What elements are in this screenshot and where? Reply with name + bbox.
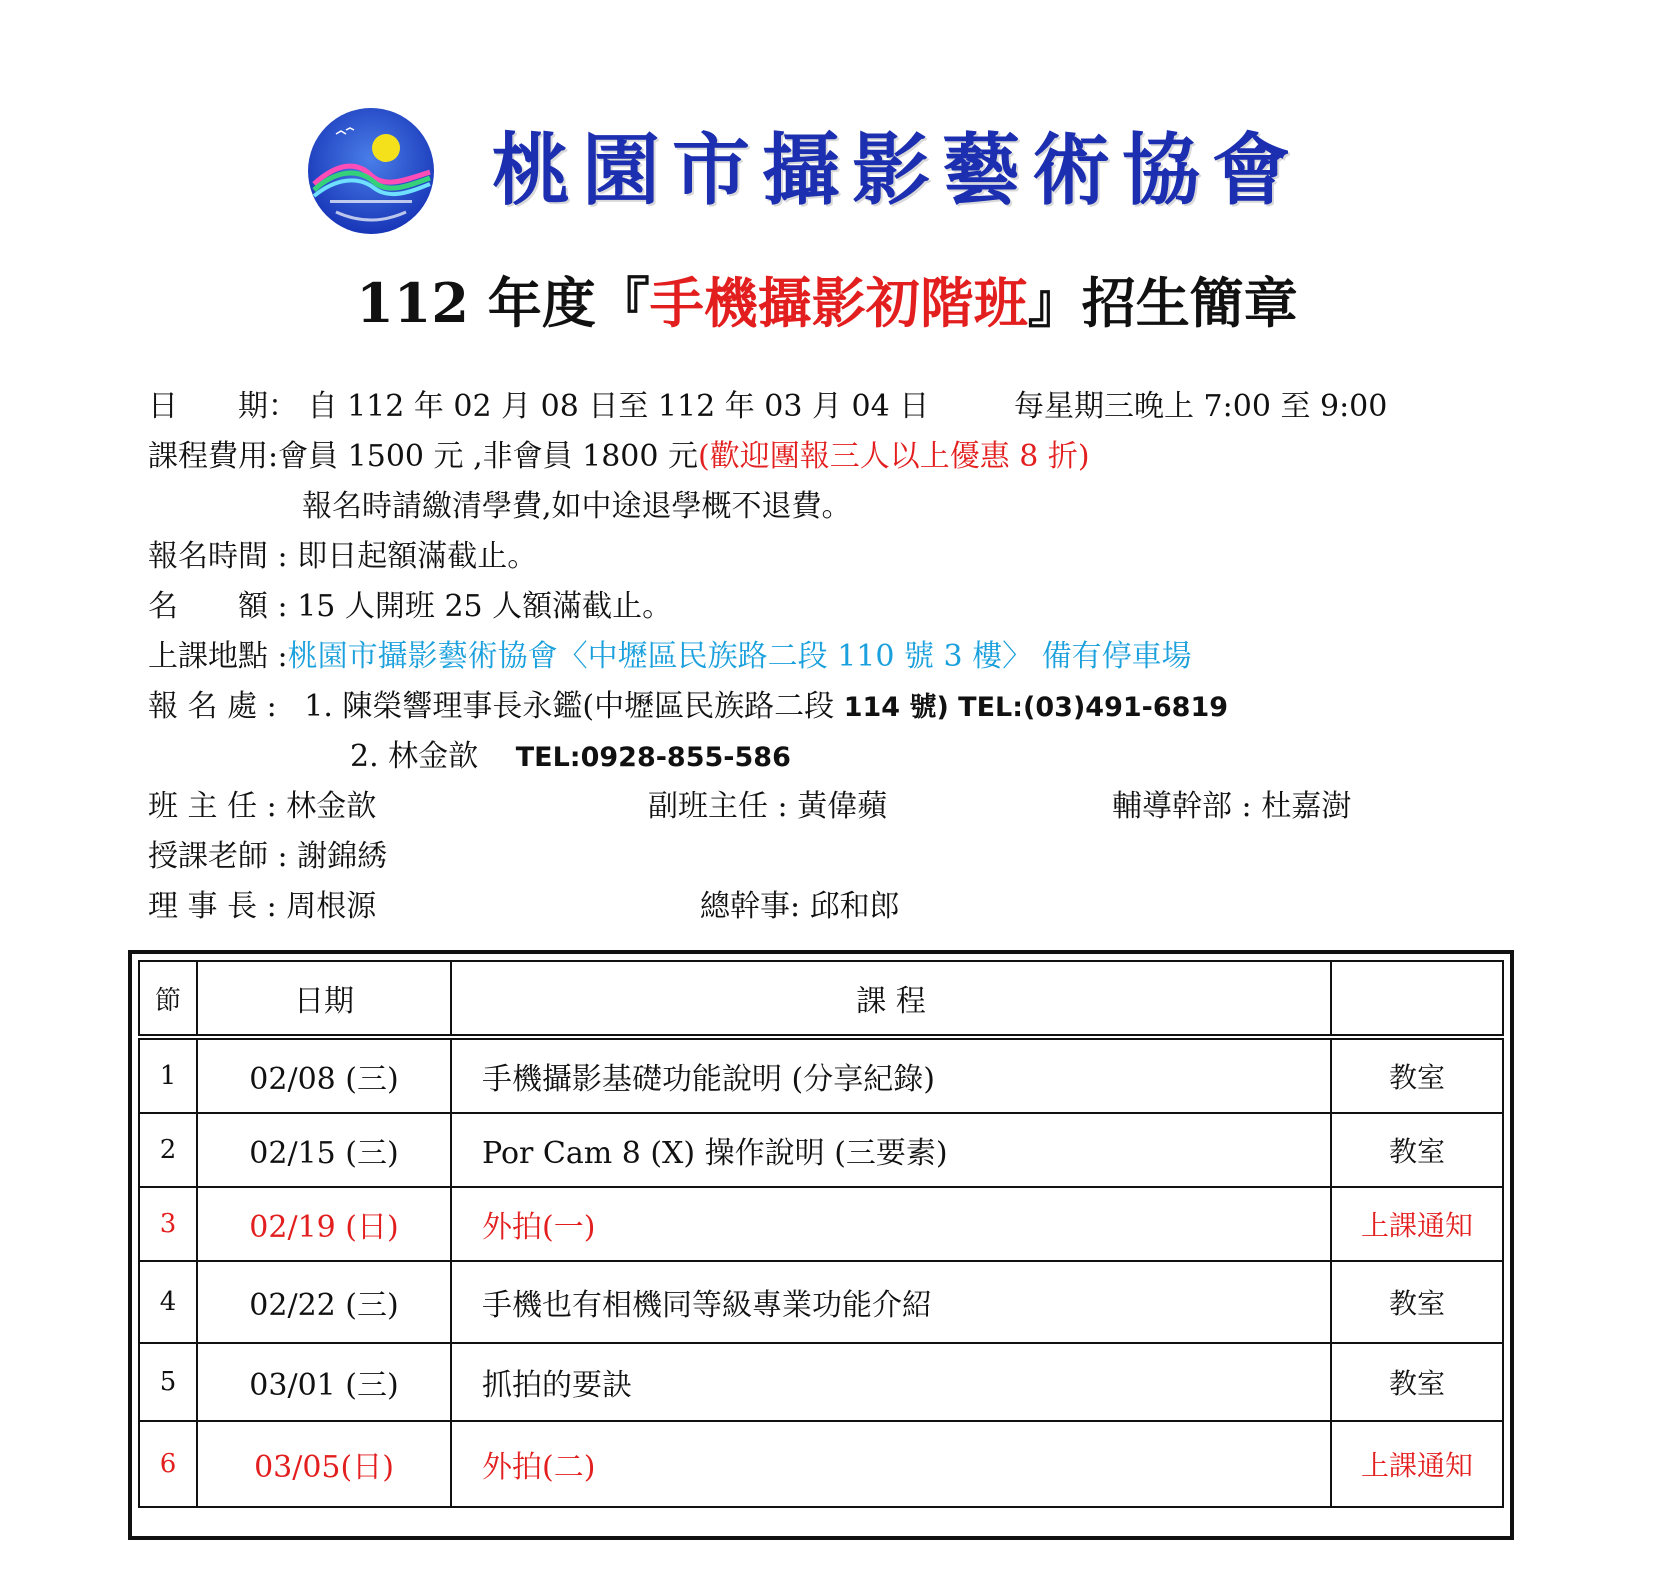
document-title <box>0 271 1654 335</box>
row-place: 上課通知 <box>1331 1187 1503 1261</box>
schedule-table <box>128 950 1514 1540</box>
table-row <box>139 1113 1503 1187</box>
header-place <box>1331 961 1503 1037</box>
row-no: 1 <box>139 1037 197 1113</box>
table-row <box>139 1261 1503 1343</box>
org-name: 桃園市攝影藝術協會 <box>492 126 1303 216</box>
quota-label: 名 額 : <box>148 589 288 624</box>
chair-line <box>148 889 377 924</box>
advisor-value: 杜嘉澍 <box>1261 789 1352 824</box>
row-place: 教室 <box>1331 1037 1503 1113</box>
venue-label: 上課地點 : <box>148 639 288 674</box>
row-course: 手機也有相機同等級專業功能介紹 <box>451 1261 1331 1343</box>
reg-time-line <box>148 539 538 574</box>
row-course: 抓拍的要訣 <box>451 1343 1331 1421</box>
row-place: 上課通知 <box>1331 1421 1503 1507</box>
time-value: 每星期三晚上 7:00 至 9:00 <box>1014 389 1388 424</box>
row-no: 3 <box>139 1187 197 1261</box>
row-date: 02/22 (三) <box>197 1261 451 1343</box>
office-label: 報 名 處 : <box>148 689 277 724</box>
advisor <box>1112 789 1352 824</box>
table-row <box>139 1343 1503 1421</box>
table-row <box>139 1037 1503 1113</box>
chair-value: 周根源 <box>286 889 377 924</box>
teacher-value: 謝錦綉 <box>297 839 388 874</box>
office-1: 1. 陳榮響理事長永鑑(中壢區民族路二段 <box>304 689 835 724</box>
office-2: 2. 林金歆 <box>350 739 479 774</box>
fee-label: 課程費用: <box>148 439 279 474</box>
director-line <box>148 789 377 824</box>
title-course: 手機攝影初階班 <box>649 272 1028 335</box>
fee-discount: (歡迎團報三人以上優惠 8 折) <box>698 439 1090 474</box>
row-no: 6 <box>139 1421 197 1507</box>
table-row <box>139 1421 1503 1507</box>
row-no: 4 <box>139 1261 197 1343</box>
row-date: 03/05(日) <box>197 1421 451 1507</box>
fee-note: 報名時請繳清學費,如中途退學概不退費。 <box>302 489 852 524</box>
vice-director <box>648 789 888 824</box>
director-label: 班 主 任 : <box>148 789 277 824</box>
row-date: 02/15 (三) <box>197 1113 451 1187</box>
secretary-value: 邱和郎 <box>809 889 900 924</box>
date-label: 日 期： <box>148 389 298 424</box>
chair-label: 理 事 長 : <box>148 889 277 924</box>
secretary-label: 總幹事: <box>700 889 801 924</box>
quota-line <box>148 589 673 624</box>
title-suffix: 』招生簡章 <box>1027 271 1298 335</box>
venue-value: 桃園市攝影藝術協會〈中壢區民族路二段 110 號 3 樓〉 備有停車場 <box>287 639 1192 674</box>
table-row <box>139 1187 1503 1261</box>
teacher-line <box>148 839 388 874</box>
vice-label: 副班主任 : <box>648 789 788 824</box>
table-header-row <box>139 961 1503 1037</box>
row-no: 2 <box>139 1113 197 1187</box>
office-1-addr: 114 號) TEL:(03)491-6819 <box>843 692 1229 723</box>
row-course: 外拍(一) <box>451 1187 1331 1261</box>
fee-value: 會員 1500 元 ,非會員 1800 元 <box>278 439 699 474</box>
title-prefix: 112 年度『 <box>356 271 650 335</box>
reg-time-value: 即日起額滿截止。 <box>297 539 538 574</box>
quota-value: 15 人開班 25 人額滿截止。 <box>297 589 673 624</box>
advisor-label: 輔導幹部 : <box>1112 789 1252 824</box>
secretary <box>700 889 900 924</box>
reg-time-label: 報名時間 : <box>148 539 288 574</box>
row-date: 02/19 (日) <box>197 1187 451 1261</box>
teacher-label: 授課老師 : <box>148 839 288 874</box>
row-date: 03/01 (三) <box>197 1343 451 1421</box>
header-date: 日期 <box>197 961 451 1037</box>
director-value: 林金歆 <box>286 789 377 824</box>
association-logo-icon <box>306 106 436 236</box>
row-place: 教室 <box>1331 1343 1503 1421</box>
header-course: 課 程 <box>451 961 1331 1037</box>
row-no: 5 <box>139 1343 197 1421</box>
office-line-2 <box>350 739 791 774</box>
office-line-1 <box>148 689 1229 724</box>
header-no: 節 <box>139 961 197 1037</box>
venue-line <box>148 639 1192 674</box>
row-date: 02/08 (三) <box>197 1037 451 1113</box>
date-value: 自 112 年 02 月 08 日至 112 年 03 月 04 日 <box>307 389 930 424</box>
fee-line <box>148 439 1090 474</box>
row-course: Por Cam 8 (X) 操作說明 (三要素) <box>451 1113 1331 1187</box>
date-line <box>148 389 930 424</box>
row-course: 外拍(二) <box>451 1421 1331 1507</box>
row-place: 教室 <box>1331 1113 1503 1187</box>
row-place: 教室 <box>1331 1261 1503 1343</box>
vice-value: 黃偉蘋 <box>797 789 888 824</box>
row-course: 手機攝影基礎功能說明 (分享紀錄) <box>451 1037 1331 1113</box>
office-2-tel: TEL:0928-855-586 <box>515 742 791 773</box>
